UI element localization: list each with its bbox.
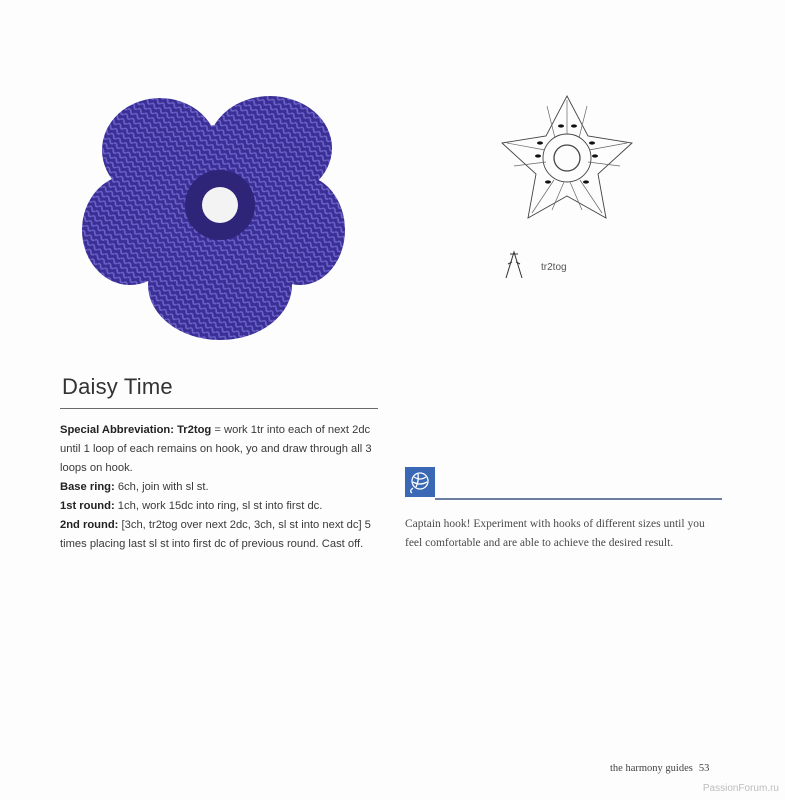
page-footer (610, 763, 709, 774)
instruction-label: Special Abbreviation: Tr2tog (60, 424, 212, 436)
tip-text: Captain hook! Experiment with hooks of different sizes until you feel comfortable and are able to achieve the desired result. (405, 518, 705, 549)
pattern-instructions (60, 421, 382, 554)
instruction-1st-round (60, 497, 382, 516)
tip-divider (435, 498, 722, 500)
page-number: 53 (698, 763, 710, 774)
instruction-special-abbreviation (60, 421, 382, 478)
crochet-chart (492, 88, 642, 223)
crochet-flower-photo (70, 80, 370, 350)
yarn-ball-icon (405, 467, 435, 497)
watermark: PassionForum.ru (702, 783, 779, 794)
instruction-label: Base ring: (60, 481, 115, 493)
pattern-title: Daisy Time (62, 374, 173, 399)
instruction-label: 2nd round: (60, 519, 119, 531)
legend-label: tr2tog (541, 262, 567, 273)
instruction-text: [3ch, tr2tog over next 2dc, 3ch, sl st into next dc] 5 times placing last sl st into first dc of previous round. Cast off. (60, 519, 371, 550)
instruction-base-ring (60, 478, 382, 497)
instruction-label: 1st round: (60, 500, 115, 512)
instruction-text: 1ch, work 15dc into ring, sl st into first dc. (114, 500, 323, 512)
title-divider (60, 408, 378, 409)
tip-badge (405, 467, 435, 497)
instruction-text: = work 1tr into each of next 2dc until 1 loop of each remains on hook, yo and draw through all 3 loops on hook. (60, 424, 372, 474)
instruction-text: 6ch, join with sl st. (114, 481, 209, 493)
footer-guide-name: the harmony guides (610, 763, 693, 774)
instruction-2nd-round (60, 516, 382, 554)
tr2tog-symbol (503, 248, 525, 280)
